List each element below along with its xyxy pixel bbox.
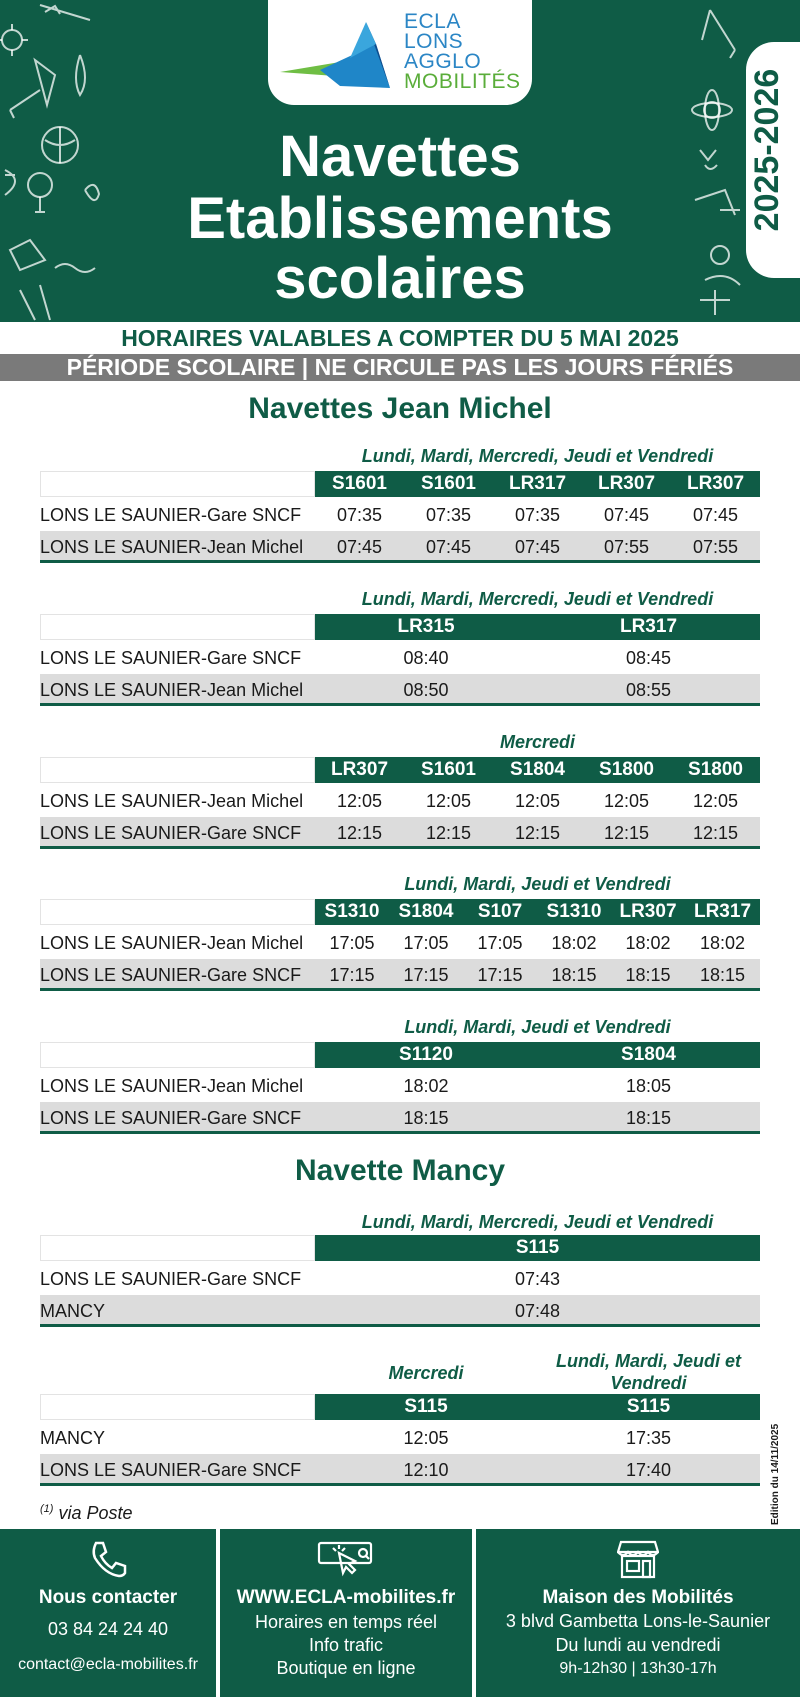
store-address: 3 blvd Gambetta Lons-le-Saunier <box>505 1611 771 1631</box>
store-days: Du lundi au vendredi <box>555 1635 721 1655</box>
ecla-logo <box>268 0 532 105</box>
stop-name: LONS LE SAUNIER-Jean Michel <box>40 1076 304 1096</box>
arrival-time: 07:55 <box>692 537 739 557</box>
arrival-time: 18:15 <box>403 1108 449 1128</box>
service-days: Lundi, Mardi, Jeudi et Vendredi <box>555 1351 741 1393</box>
arrival-time: 17:15 <box>403 965 449 985</box>
stop-name: LONS LE SAUNIER-Gare SNCF <box>40 1108 302 1128</box>
contact-phone[interactable]: 03 84 24 24 40 <box>47 1619 169 1639</box>
table-header <box>40 471 760 497</box>
arrival-time: 18:15 <box>625 965 671 985</box>
arrival-time: 07:45 <box>425 537 472 557</box>
line-code: S115 <box>515 1237 560 1258</box>
logo-line-1: ECLA <box>404 10 461 33</box>
stop-name: LONS LE SAUNIER-Jean Michel <box>40 680 304 700</box>
edition-date: Edition du 14/11/2025 <box>770 1423 781 1525</box>
footnote <box>40 1503 133 1524</box>
table-header <box>40 1042 760 1068</box>
service-days: Mercredi <box>388 1363 464 1383</box>
website-line-realtime: Horaires en temps réel <box>254 1612 438 1632</box>
line-code: LR307 <box>619 901 677 922</box>
departure-time: 12:05 <box>692 791 739 811</box>
page-title-line-1: Navettes <box>279 124 521 189</box>
table-row <box>40 1295 760 1327</box>
line-code: S107 <box>477 901 523 922</box>
store-hours: 9h-12h30 | 13h30-17h <box>559 1660 717 1677</box>
stop-name: LONS LE SAUNIER-Gare SNCF <box>40 823 302 843</box>
footer <box>0 1529 800 1697</box>
table-header <box>40 1235 760 1261</box>
departure-time: 07:45 <box>603 505 650 525</box>
arrival-time: 12:10 <box>403 1460 449 1480</box>
departure-time: 12:05 <box>514 791 561 811</box>
section-title-jean-michel: Navettes Jean Michel <box>248 392 552 425</box>
stop-name: LONS LE SAUNIER-Gare SNCF <box>40 1269 302 1289</box>
line-code: LR307 <box>686 473 745 494</box>
table-header <box>40 1394 760 1420</box>
departure-time: 12:05 <box>425 791 472 811</box>
service-days: Mercredi <box>499 732 576 752</box>
footnote-marker: (1) <box>40 1503 54 1515</box>
stop-name: LONS LE SAUNIER-Gare SNCF <box>40 1460 302 1480</box>
arrival-time: 07:55 <box>603 537 650 557</box>
stop-name: LONS LE SAUNIER-Jean Michel <box>40 791 304 811</box>
period-banner: PÉRIODE SCOLAIRE | NE CIRCULE PAS LES JOURS FÉRIÉS <box>0 354 800 381</box>
website-link[interactable]: WWW.ECLA-mobilites.fr <box>236 1587 456 1608</box>
ecla-logo-mark-icon <box>280 14 400 94</box>
departure-time: 18:02 <box>551 933 597 953</box>
arrival-time: 07:45 <box>336 537 383 557</box>
table-row <box>40 499 760 531</box>
service-days: Lundi, Mardi, Jeudi et Vendredi <box>404 874 671 894</box>
stop-name: LONS LE SAUNIER-Gare SNCF <box>40 965 302 985</box>
line-code: S115 <box>404 1396 448 1417</box>
line-code: S1120 <box>399 1044 453 1065</box>
departure-time: 08:45 <box>625 648 672 668</box>
table-row <box>40 1422 760 1454</box>
table-row <box>40 531 760 563</box>
departure-time: 12:05 <box>336 791 383 811</box>
departure-time: 07:35 <box>336 505 383 525</box>
table-row <box>40 1454 760 1486</box>
arrival-time: 17:40 <box>625 1460 672 1480</box>
departure-time: 17:35 <box>625 1428 672 1448</box>
departure-time: 12:05 <box>403 1428 449 1448</box>
web-click-icon <box>317 1539 375 1579</box>
line-code: S1804 <box>621 1044 676 1065</box>
line-code: LR317 <box>693 901 752 922</box>
contact-block <box>0 1529 216 1697</box>
validity-banner: HORAIRES VALABLES A COMPTER DU 5 MAI 2025 <box>0 322 800 354</box>
service-days: Lundi, Mardi, Jeudi et Vendredi <box>404 1017 671 1037</box>
departure-time: 18:02 <box>403 1076 449 1096</box>
table-row <box>40 817 760 849</box>
arrival-time: 08:55 <box>625 680 672 700</box>
line-code: S1601 <box>421 759 476 780</box>
departure-time: 12:05 <box>603 791 650 811</box>
line-code: LR315 <box>397 616 455 637</box>
page-title-line-2: Etablissements <box>187 186 613 251</box>
arrival-time: 17:15 <box>329 965 375 985</box>
table-row <box>40 959 760 991</box>
departure-time: 07:35 <box>514 505 561 525</box>
stop-name: MANCY <box>40 1428 106 1448</box>
arrival-time: 07:48 <box>514 1301 561 1321</box>
departure-time: 08:40 <box>403 648 449 668</box>
departure-time: 17:05 <box>477 933 523 953</box>
line-code: S1804 <box>398 901 454 922</box>
page-title-line-3: scolaires <box>274 246 526 311</box>
departure-time: 18:02 <box>625 933 671 953</box>
table-row <box>40 674 760 706</box>
store-block <box>476 1529 800 1697</box>
arrival-time: 18:15 <box>699 965 746 985</box>
table-header <box>40 899 760 925</box>
website-line-shop: Boutique en ligne <box>276 1658 416 1678</box>
line-code: LR307 <box>330 759 389 780</box>
logo-line-2: LONS <box>404 30 464 53</box>
logo-line-4: MOBILITÉS <box>404 70 521 93</box>
phone-icon <box>88 1539 128 1579</box>
service-days: Lundi, Mardi, Mercredi, Jeudi et Vendredi <box>361 589 714 609</box>
ecla-logo-text <box>404 12 521 92</box>
departure-time: 07:43 <box>514 1269 561 1289</box>
footnote-text: via Poste <box>53 1503 133 1523</box>
shop-icon <box>617 1538 659 1580</box>
logo-line-3: AGGLO <box>404 50 482 73</box>
contact-title: Nous contacter <box>38 1587 178 1608</box>
arrival-time: 12:15 <box>603 823 650 843</box>
stop-name: LONS LE SAUNIER-Gare SNCF <box>40 505 302 525</box>
line-code: LR317 <box>619 616 678 637</box>
stop-name: LONS LE SAUNIER-Gare SNCF <box>40 648 302 668</box>
departure-time: 17:05 <box>403 933 449 953</box>
line-code: S1310 <box>324 901 380 922</box>
arrival-time: 12:15 <box>692 823 739 843</box>
service-days: Lundi, Mardi, Mercredi, Jeudi et Vendredi <box>361 1212 714 1232</box>
table-row <box>40 1263 760 1295</box>
website-line-traffic: Info trafic <box>308 1635 384 1655</box>
section-title-mancy: Navette Mancy <box>294 1154 506 1187</box>
header-banner <box>0 0 800 322</box>
line-code: S115 <box>626 1396 671 1417</box>
table-row <box>40 1070 760 1102</box>
arrival-time: 12:15 <box>514 823 561 843</box>
line-code: S1601 <box>421 473 476 494</box>
table-row <box>40 785 760 817</box>
line-code: S1804 <box>510 759 565 780</box>
school-year: 2025-2026 <box>748 68 786 232</box>
store-title: Maison des Mobilités <box>542 1587 734 1608</box>
line-code: S1601 <box>332 473 387 494</box>
arrival-time: 08:50 <box>403 680 449 700</box>
stop-name: LONS LE SAUNIER-Jean Michel <box>40 933 304 953</box>
stop-name: MANCY <box>40 1301 106 1321</box>
arrival-time: 18:15 <box>625 1108 672 1128</box>
table-row <box>40 1102 760 1134</box>
arrival-time: 12:15 <box>425 823 472 843</box>
stop-name: LONS LE SAUNIER-Jean Michel <box>40 537 304 557</box>
service-days: Lundi, Mardi, Mercredi, Jeudi et Vendredi <box>361 446 714 466</box>
table-row <box>40 927 760 959</box>
line-code: LR307 <box>597 473 656 494</box>
table-header <box>40 614 760 640</box>
contact-email[interactable]: contact@ecla-mobilites.fr <box>18 1656 198 1673</box>
line-code: LR317 <box>508 473 567 494</box>
departure-time: 07:45 <box>692 505 739 525</box>
departure-time: 07:35 <box>425 505 472 525</box>
arrival-time: 07:45 <box>514 537 561 557</box>
table-header <box>40 757 760 783</box>
arrival-time: 18:15 <box>551 965 597 985</box>
departure-time: 18:05 <box>625 1076 672 1096</box>
website-block <box>220 1529 472 1697</box>
departure-time: 18:02 <box>699 933 746 953</box>
line-code: S1310 <box>546 901 602 922</box>
arrival-time: 12:15 <box>336 823 383 843</box>
line-code: S1800 <box>599 759 654 780</box>
table-row <box>40 642 760 674</box>
line-code: S1800 <box>688 759 743 780</box>
departure-time: 17:05 <box>329 933 375 953</box>
arrival-time: 17:15 <box>477 965 523 985</box>
